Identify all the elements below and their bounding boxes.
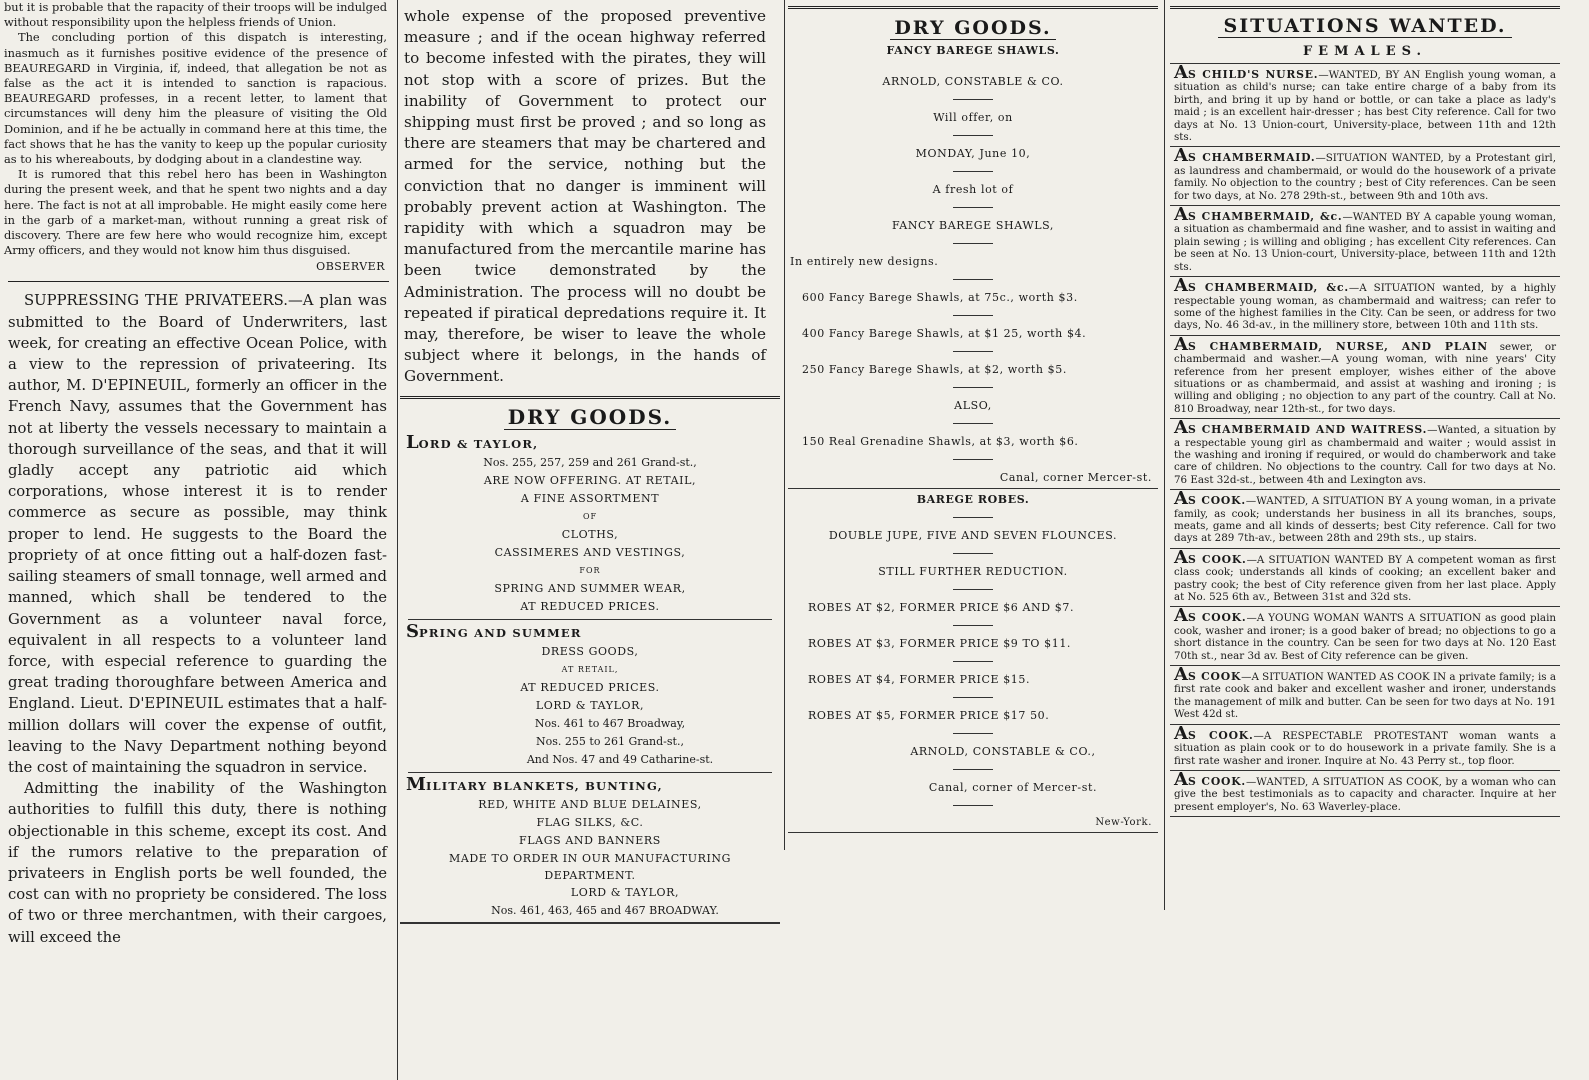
price-line: 600 Fancy Barege Shawls, at 75c., worth $3. — [802, 291, 1078, 304]
ad-line: A FINE ASSORTMENT — [520, 491, 660, 505]
offer-line: Will offer, on — [933, 111, 1013, 124]
situation-body: —A RESPECTABLE PROTESTANT woman wants a situation as plain cook or to do housework in a private family. She is a first rate washer and ironer. Inquire at No. 43 Perry st., top floor. — [1174, 729, 1557, 767]
drop-cap: A — [1174, 722, 1188, 744]
ad-line: FLAGS AND BANNERS — [519, 833, 661, 847]
dash-rule — [953, 589, 993, 590]
date-line: MONDAY, June 10, — [915, 147, 1031, 160]
situation-heading: S CHAMBERMAID. — [1187, 151, 1316, 165]
drop-cap: A — [1174, 145, 1188, 167]
ad-divider — [788, 488, 1158, 489]
situation-heading: S COOK — [1187, 670, 1242, 684]
dash-rule — [953, 423, 993, 424]
dash-rule — [953, 387, 993, 388]
robe-price-line: ROBES AT $4, FORMER PRICE $15. — [808, 673, 1031, 686]
situation-ad — [1170, 548, 1560, 607]
ad-heading: DRY GOODS. — [788, 17, 1158, 40]
situation-heading: S CHAMBERMAID, &c. — [1187, 281, 1349, 295]
situation-body: —A SITUATION WANTED AS COOK IN a private family; is a first rate cook and baker and excellent washer and ironer, understands the management of milk and butter. Can be seen for two days at No. 191 West 42d st. — [1174, 671, 1556, 721]
drop-cap: A — [1174, 768, 1188, 790]
situations-list — [1170, 63, 1560, 816]
ad-divider — [408, 619, 772, 620]
column-rule — [1164, 0, 1165, 910]
column-1 — [2, 0, 395, 1080]
privateers-continuation: whole expense of the proposed preventive measure ; and if the ocean highway referred to become infested with the pirates, they will not stop with a score of prizes. But the inability of Government to protect our shipping must first be proved ; and so long as there are steamers that may be chartered and armed for the service, nothing but the conviction that no danger is imminent will probably prevent action at Washington. The rapidity with which a squadron may be manufactured from the mercantile marine has been twice demonstrated by the Administration. The process will no doubt be repeated if piratical depredations require it. It may, therefore, be wiser to leave the whole subject where it belongs, in the hands of Government. — [404, 7, 766, 386]
dash-rule — [953, 697, 993, 698]
ad-line: AT REDUCED PRICES. — [520, 680, 660, 694]
section-divider — [1170, 6, 1560, 9]
signature: OBSERVER — [316, 260, 385, 274]
privateers-title: SUPPRESSING THE PRIVATEERS. — [24, 292, 288, 310]
ad-divider — [400, 922, 780, 924]
ad-line: Nos. 255, 257, 259 and 261 Grand-st., — [483, 455, 697, 469]
military-blankets-ad — [400, 773, 780, 920]
firm-name: ARNOLD, CONSTABLE & CO. — [882, 75, 1064, 88]
situation-heading: S CHAMBERMAID, &c. — [1187, 210, 1343, 224]
dash-rule — [953, 351, 993, 352]
column-rule — [397, 0, 398, 1080]
privateers-paragraph — [8, 290, 387, 778]
ad-line: OF — [582, 511, 598, 521]
shawls-subheading: FANCY BAREGE SHAWLS. — [886, 44, 1060, 57]
ad-divider — [408, 772, 772, 773]
situation-heading: S CHAMBERMAID, NURSE, AND PLAIN — [1187, 339, 1488, 353]
dash-rule — [953, 171, 993, 172]
ad-title: PRING AND SUMMER — [419, 625, 582, 640]
robes-subheading: BAREGE ROBES. — [916, 493, 1030, 506]
spring-summer-ad — [400, 620, 780, 769]
situation-ad — [1170, 276, 1560, 335]
privateers-text: —A plan was submitted to the Board of Underwriters, last week, for creating an effective Ocean Police, with a view to the repression of privateering. Its author, M. D'EPINEUIL, formerly an officer in the French Navy, assumes that the Government has not at liberty the vessels necessary to maintain a thorough surveillance of the seas, and that it will gladly accept any patriotic aid which corporations, whose interest it is to render commerce as secure as possible, may think proper to lend. He suggests to the Board the propriety of at once fitting out a half-dozen fast-sailing steamers of small tonnage, well armed and manned, which shall be tendered to the Government as a volunteer naval force, equivalent in all respects to a volunteer land force, with especial reference to guarding the great trading thoroughfare between America and England. Lieut. D'EPINEUIL estimates that a half-million dollars will cover the expense of outfit, leaving to the Navy Department nothing beyond the cost of maintaining the squadron in service. — [8, 292, 387, 776]
ad-line: LORD & TAYLOR, — [570, 885, 680, 899]
drop-cap: A — [1174, 664, 1188, 686]
drop-cap: A — [1174, 275, 1188, 297]
situation-heading: S COOK. — [1187, 494, 1246, 508]
jupe-line: DOUBLE JUPE, FIVE AND SEVEN FLOUNCES. — [828, 529, 1118, 542]
robe-price-line: ROBES AT $2, FORMER PRICE $6 AND $7. — [808, 601, 1075, 614]
price-line: 400 Fancy Barege Shawls, at $1 25, worth $4. — [802, 327, 1087, 340]
drop-cap: L — [406, 431, 419, 453]
situation-body: —WANTED BY A capable young woman, a situation as chambermaid and fine washer, and to assist in waiting and plain sewing ; is willing and obliging ; has excellent City references. Can be seen at No. 13 Union-court, University-place, between 11th and 12th sts. — [1174, 211, 1556, 273]
situation-body: —SITUATION WANTED, by a Protestant girl, as laundress and chambermaid, or would do the housework of a private family. No objection to the country ; best of City references. Can be seen for two days, at No. 278 29th-st., between 9th and 10th avs. — [1174, 152, 1556, 202]
column-2 — [400, 0, 780, 1080]
situation-ad — [1170, 418, 1560, 489]
robe-price-line: ROBES AT $5, FORMER PRICE $17 50. — [808, 709, 1050, 722]
grenadine-line: 150 Real Grenadine Shawls, at $3, worth $6. — [802, 435, 1079, 448]
situation-ad — [1170, 146, 1560, 205]
situation-ad — [1170, 665, 1560, 724]
ad-line: Nos. 255 to 261 Grand-st., — [536, 734, 684, 748]
ad-line: ARE NOW OFFERING. AT RETAIL, — [483, 473, 697, 487]
drop-cap: A — [1174, 546, 1188, 568]
drop-cap: S — [406, 620, 419, 642]
dispatch-paragraph: but it is probable that the rapacity of their troops will be indulged without responsibility upon the helpless friends of Union. — [4, 0, 387, 30]
ad-line: And Nos. 47 and 49 Catharine-st. — [526, 752, 714, 766]
situation-body: —Wanted, a situation by a respectable young girl as chambermaid and waiter ; would assist in the washing and ironing if required, or would do chamberwork and take care of children. No objections to the country. Call for two days at No. 76 East 32d-st., between 4th and Lexington avs. — [1174, 424, 1556, 486]
situation-ad — [1170, 489, 1560, 548]
drop-cap: A — [1174, 605, 1188, 627]
drop-cap: A — [1174, 488, 1188, 510]
dash-rule — [953, 135, 993, 136]
situation-body: —WANTED, A SITUATION BY A young woman, in a private family, as cook; understands her business in all its branches, soups, meats, game and all kinds of desserts; best City reference. Call for two days at 289 7th-av., between 28th and 29th sts., up stairs. — [1174, 495, 1557, 545]
shawls-line: FANCY BAREGE SHAWLS, — [892, 219, 1054, 232]
situation-ad — [1170, 63, 1560, 146]
firm-name: ARNOLD, CONSTABLE & CO., — [910, 745, 1096, 758]
dash-rule — [953, 315, 993, 316]
situation-body: —A SITUATION WANTED BY A competent woman as first class cook; understands all kinds of cooking; an excellent baker and pastry cook; the best of City reference given from her last place. Apply at No. 525 6th av., Between 31st and 32d sts. — [1174, 553, 1556, 604]
situation-body: —A YOUNG WOMAN WANTS A SITUATION as good plain cook, washer and ironer; is a good baker of bread; no objections to go a short distance in the country. Can be seen for two days at No. 120 East 70th st., near 3d av. Best of City reference can be given. — [1174, 612, 1557, 662]
situation-ad — [1170, 606, 1560, 665]
situation-ad — [1170, 724, 1560, 770]
column-rule — [784, 0, 785, 850]
dash-rule — [953, 99, 993, 100]
ad-line: DRESS GOODS, — [541, 644, 639, 658]
dash-rule — [953, 805, 993, 806]
situations-heading: SITUATIONS WANTED. — [1170, 15, 1560, 38]
section-divider — [788, 6, 1158, 9]
ad-line: Nos. 461 to 467 Broadway, — [534, 716, 686, 730]
robe-price-line: ROBES AT $3, FORMER PRICE $9 TO $11. — [808, 637, 1072, 650]
dash-rule — [953, 733, 993, 734]
situation-ad — [1170, 205, 1560, 276]
arnold-constable-ad — [788, 6, 1158, 833]
ad-title: ORD & TAYLOR, — [418, 436, 539, 451]
ad-heading: DRY GOODS. — [400, 405, 780, 430]
ad-line: FLAG SILKS, &C. — [536, 815, 644, 829]
dash-rule — [953, 207, 993, 208]
column-3 — [788, 0, 1158, 840]
ad-line: CASSIMERES AND VESTINGS, — [494, 545, 686, 559]
ad-line: FOR — [579, 565, 601, 575]
also-line: ALSO, — [954, 399, 992, 412]
ad-line: SPRING AND SUMMER WEAR, — [494, 581, 686, 595]
dash-rule — [953, 553, 993, 554]
fresh-line: A fresh lot of — [932, 183, 1014, 196]
designs-line: In entirely new designs. — [790, 255, 939, 268]
situation-heading: S COOK. — [1187, 774, 1246, 788]
situation-heading: S COOK. — [1187, 611, 1247, 625]
washington-dispatch — [2, 0, 395, 258]
ad-line: AT RETAIL, — [561, 664, 619, 674]
situation-ad — [1170, 335, 1560, 418]
situation-body: —WANTED, A SITUATION AS COOK, by a woman who can give the best testimonials as to capacity and character. Inquire at her present employer's, No. 63 Waverley-place. — [1174, 775, 1556, 813]
situation-ad — [1170, 770, 1560, 816]
situation-heading: S COOK. — [1187, 728, 1254, 742]
drop-cap: A — [1174, 333, 1188, 355]
situation-heading: S CHAMBERMAID AND WAITRESS. — [1187, 423, 1428, 437]
ad-divider — [788, 832, 1158, 833]
ad-line: MADE TO ORDER IN OUR MANUFACTURING DEPARTMENT. — [448, 851, 732, 882]
situation-body: —A SITUATION wanted, by a highly respectable young woman, as chambermaid and waitress; can refer to some of the highest families in the City. Can be seen, or address for two days, No. 46 3d-av., in the millinery store, between 10th and 11th sts. — [1174, 282, 1556, 332]
list-end-rule — [1170, 816, 1560, 817]
drop-cap: A — [1174, 417, 1188, 439]
females-subheading: FEMALES. — [1302, 44, 1428, 59]
ad-line: AT REDUCED PRICES. — [520, 599, 660, 613]
ad-line: CLOTHS, — [561, 527, 619, 541]
dash-rule — [953, 279, 993, 280]
dash-rule — [953, 459, 993, 460]
section-divider — [400, 396, 780, 399]
dash-rule — [953, 661, 993, 662]
ad-title: ILITARY BLANKETS, BUNTING, — [425, 778, 663, 793]
dash-rule — [953, 243, 993, 244]
ad-line: RED, WHITE AND BLUE DELAINES, — [478, 797, 702, 811]
lord-taylor-ad — [400, 431, 780, 616]
ad-line: LORD & TAYLOR, — [535, 698, 645, 712]
privateers-article — [2, 290, 395, 947]
situation-heading: S COOK. — [1187, 552, 1247, 566]
city-line: New-York. — [1095, 817, 1152, 828]
address-line: Canal, corner of Mercer-st. — [928, 781, 1098, 794]
ad-line: Nos. 461, 463, 465 and 467 BROADWAY. — [491, 903, 719, 917]
dash-rule — [953, 517, 993, 518]
address-line: Canal, corner Mercer-st. — [999, 471, 1152, 484]
column-4 — [1170, 0, 1560, 910]
situation-body: —WANTED, BY AN English young woman, a situation as child's nurse; can take entire charge of a baby from its birth, and bring it up by hand or bottle, or can take a place as lady's maid ; is an excellent hair-dresser ; has best City reference. Call for two days at No. 13 Union-court, University-place, between 11th and 12th sts. — [1174, 69, 1557, 144]
dispatch-paragraph: It is rumored that this rebel hero has been in Washington during the present week, and that he spent two nights and a day here. The fact is not at all improbable. He might easily come here in the garb of a market-man, without running a great risk of discovery. There are few here who would recognize him, except Army officers, and they would not know him thus disguised. — [4, 167, 387, 258]
privateers-paragraph: Admitting the inability of the Washington authorities to fulfill this duty, there is nothing objectionable in this scheme, except its cost. And if the rumors relative to the preparation of privateers in English ports be well founded, the cost can with no propriety be considered. The loss of two or three merchantmen, with their cargoes, will exceed the — [8, 780, 387, 946]
dash-rule — [953, 625, 993, 626]
price-line: 250 Fancy Barege Shawls, at $2, worth $5. — [802, 363, 1067, 376]
dispatch-paragraph: The concluding portion of this dispatch is interesting, inasmuch as it furnishes positive evidence of the presence of BEAUREGARD in Virginia, if, indeed, that allegation be not as false as the act it is intended to sanction is rapacious. BEAUREGARD professes, in a recent letter, to lament that circumstances will deny him the pleasure of visiting the Old Dominion, and if he be actually in command here at this time, the fact shows that he has the vanity to keep up the popular curiosity as to his whereabouts, by dodging about in a clandestine way. — [4, 30, 387, 167]
drop-cap: A — [1174, 62, 1188, 83]
situation-body: sewer, or chambermaid and washer.—A young woman, with nine years' City reference from her present employer, wishes either of the above situations or as chambermaid, and assist at washing and ironing ; is willing and obliging ; no objection to any part of the country. Call at No. 810 Broadway, near 12th-st., for two days. — [1174, 340, 1556, 415]
drop-cap: M — [406, 773, 426, 795]
situation-heading: S CHILD'S NURSE. — [1187, 68, 1319, 81]
article-divider — [8, 281, 389, 282]
drop-cap: A — [1174, 204, 1188, 226]
dash-rule — [953, 769, 993, 770]
reduction-line: STILL FURTHER REDUCTION. — [878, 565, 1068, 578]
